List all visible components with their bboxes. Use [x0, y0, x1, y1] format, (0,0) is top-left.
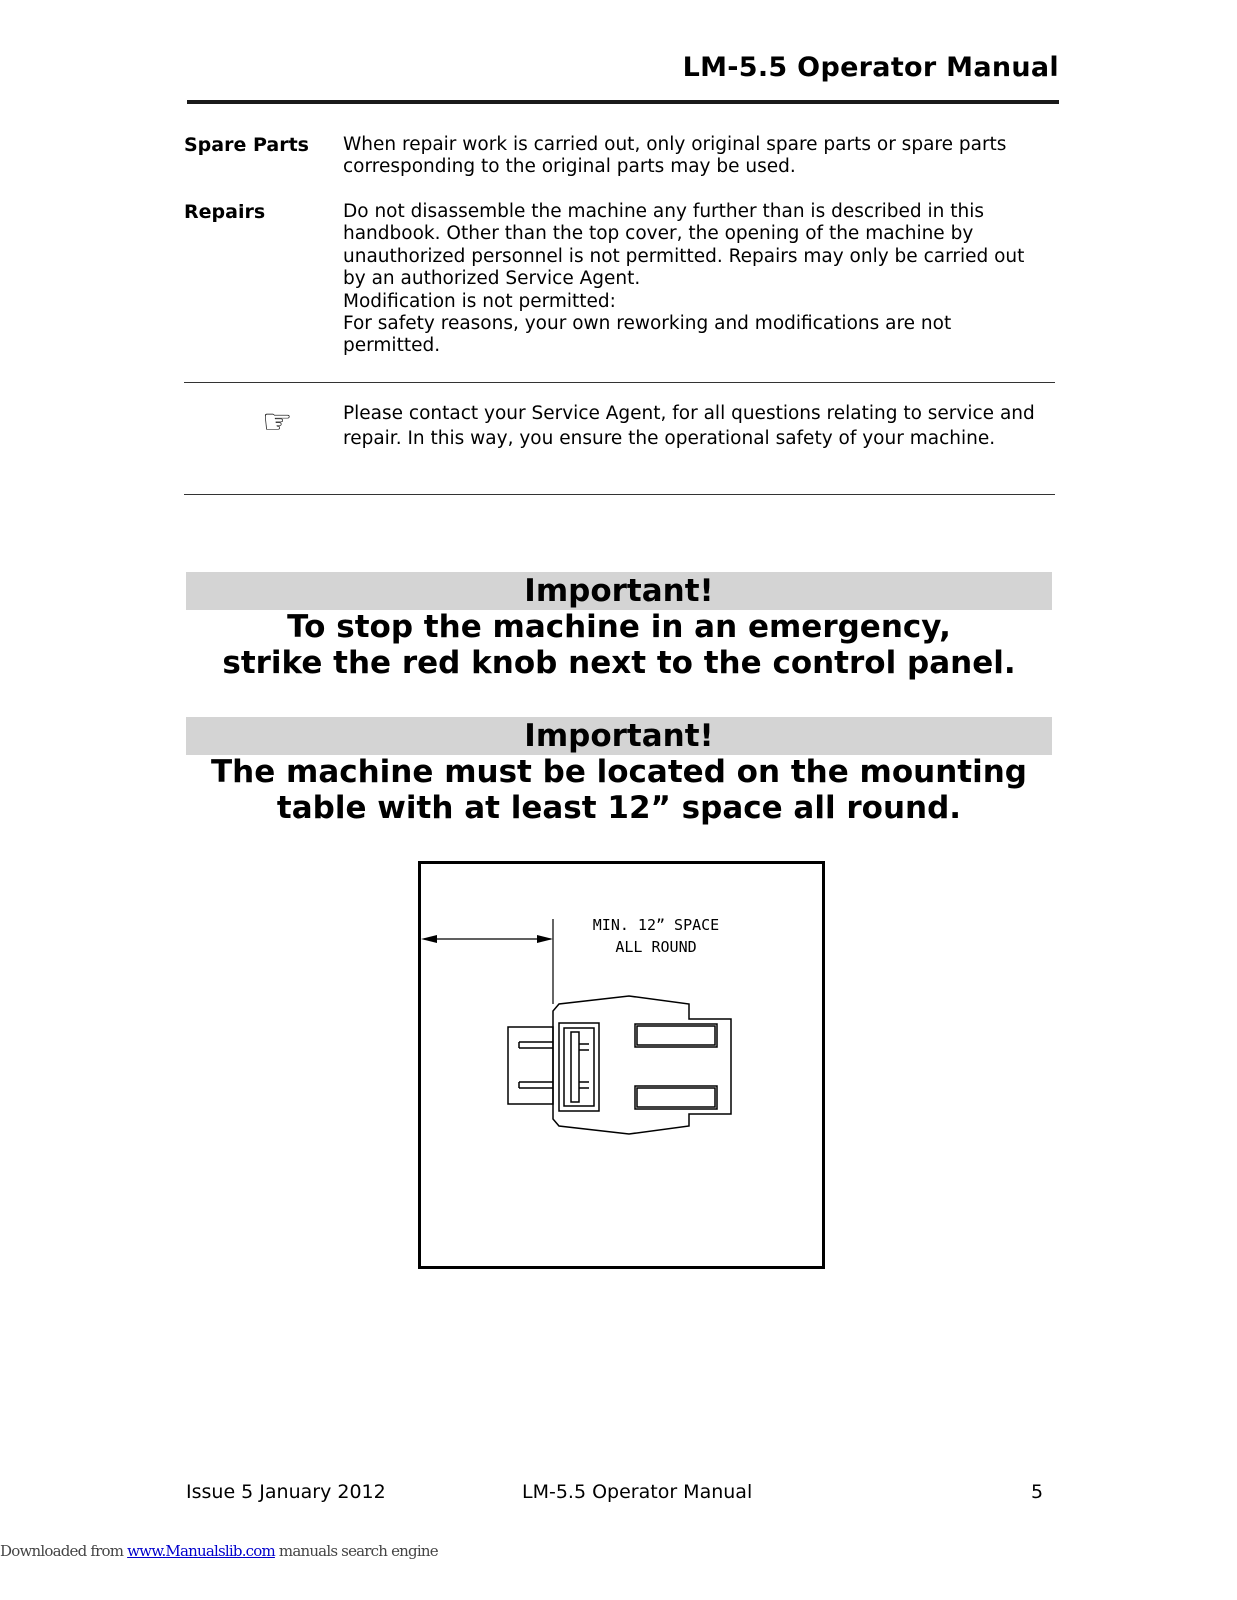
download-suffix: manuals search engine: [274, 1542, 438, 1560]
clearance-figure: [418, 861, 825, 1269]
note-line: repair. In this way, you ensure the operational safety of your machine.: [343, 427, 996, 449]
page-header-title: LM-5.5 Operator Manual: [682, 52, 1059, 83]
desc-line: corresponding to the original parts may be used.: [343, 156, 796, 178]
header-divider: [187, 100, 1059, 104]
important-line: The machine must be located on the mounting: [210, 754, 1027, 790]
important-heading-2: Important!: [524, 718, 714, 754]
note-bottom-divider: [184, 494, 1055, 495]
desc-line: Modification is not permitted:: [343, 290, 616, 312]
arrow-right-head: [537, 935, 553, 943]
footer-manual-title: LM-5.5 Operator Manual: [522, 1481, 753, 1503]
section-term-spare-parts: Spare Parts: [184, 134, 309, 156]
machine-outline: [508, 996, 731, 1134]
arrow-left-head: [421, 935, 437, 943]
desc-line: handbook. Other than the top cover, the opening of the machine by: [343, 223, 974, 245]
important-heading-1: Important!: [524, 573, 714, 609]
section-desc-repairs: [343, 201, 1043, 358]
download-notice: [0, 1542, 438, 1560]
section-term-repairs: Repairs: [184, 201, 266, 223]
important-line: To stop the machine in an emergency,: [287, 609, 951, 645]
desc-line: Do not disassemble the machine any further than is described in this: [343, 201, 985, 222]
section-desc-spare-parts: [343, 134, 1043, 179]
pointing-hand-icon: ☞: [262, 402, 293, 442]
figure-label-line1: MIN. 12” SPACE: [592, 916, 720, 934]
desc-line: For safety reasons, your own reworking and modifications are not: [343, 313, 952, 335]
desc-line: by an authorized Service Agent.: [343, 268, 641, 290]
important-line: table with at least 12” space all round.: [276, 790, 962, 826]
desc-line: unauthorized personnel is not permitted. Repairs may only be carried out: [343, 245, 1025, 267]
footer-page-number: 5: [1031, 1481, 1044, 1503]
note-text: [343, 402, 1053, 451]
download-prefix: Downloaded from: [0, 1542, 128, 1560]
desc-line: permitted.: [343, 335, 441, 357]
desc-line: When repair work is carried out, only original spare parts or spare parts: [343, 134, 1007, 155]
note-top-divider: [184, 382, 1055, 383]
note-line: Please contact your Service Agent, for all questions relating to service and: [343, 403, 1035, 424]
figure-label-line2: ALL ROUND: [615, 938, 697, 956]
clearance-diagram: [421, 864, 822, 1266]
important-line: strike the red knob next to the control panel.: [222, 645, 1016, 681]
footer-issue: Issue 5 January 2012: [186, 1481, 386, 1503]
manualslib-link[interactable]: www.Manualslib.com: [127, 1542, 275, 1560]
